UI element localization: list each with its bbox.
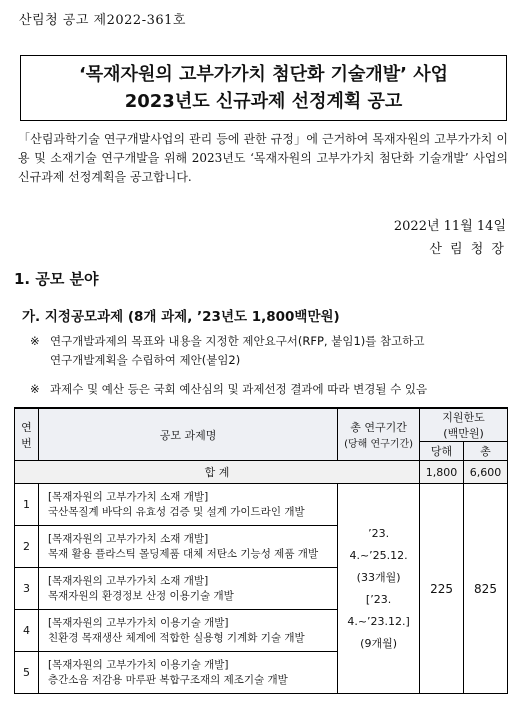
row-no: 2 <box>15 526 39 568</box>
header-period <box>338 408 420 461</box>
section-heading: 1. 공모 분야 <box>14 270 99 288</box>
sum-row <box>15 461 508 484</box>
row-no: 1 <box>15 484 39 526</box>
announcement-date: 2022년 11월 14일 <box>393 219 506 234</box>
note-rfp-line-1: 연구개발과제의 목표와 내용을 지정한 제안요구서(RFP, 붙임1)를 참고하고 <box>50 334 425 348</box>
note-mark: ※ <box>30 382 40 396</box>
header-budget-main: 지원한도 <box>442 411 485 424</box>
header-total: 총 <box>464 442 508 461</box>
title-box <box>20 55 507 121</box>
total-months: (33개월) <box>356 570 401 584</box>
note-budget-change-text: 과제수 및 예산 등은 국회 예산심의 및 과제선정 결과에 따라 변경될 수 있음 <box>50 382 428 396</box>
task-table <box>14 407 508 694</box>
note-budget-change <box>30 380 510 399</box>
subsection-heading: 가. 지정공모과제 (8개 과제, ’23년도 1,800백만원) <box>22 309 340 325</box>
issuing-organization: 산 림 청 장 <box>429 242 506 257</box>
title-line-2: 2023년도 신규과제 선정계획 공고 <box>124 91 403 112</box>
row-name: 층간소음 저감용 마루판 복합구조재의 제조기술 개발 <box>47 673 288 686</box>
row-task <box>38 568 337 610</box>
header-period-main: 총 연구기간 <box>350 421 407 434</box>
sum-total: 6,600 <box>464 461 508 484</box>
current-months: (9개월) <box>360 636 397 650</box>
row-task <box>38 652 337 694</box>
row-category: [목재자원의 고부가가치 이용기술 개발] <box>47 658 229 671</box>
row-name: 목재 활용 플라스틱 몰딩제품 대체 저탄소 기능성 제품 개발 <box>47 547 319 560</box>
note-rfp <box>30 332 510 370</box>
period-cell <box>338 484 420 694</box>
row-no: 3 <box>15 568 39 610</box>
row-task <box>38 484 337 526</box>
budget-current-cell: 225 <box>420 484 464 694</box>
sum-label: 합 계 <box>15 461 420 484</box>
row-no: 5 <box>15 652 39 694</box>
row-name: 친환경 목재생산 체계에 적합한 실용형 기계화 기술 개발 <box>47 631 305 644</box>
row-task <box>38 526 337 568</box>
table-row <box>15 484 508 526</box>
note-rfp-line-2: 연구개발계획을 수립하여 제안(붙임2) <box>50 353 241 367</box>
current-period: [’23. 4.~’23.12.] <box>347 592 410 628</box>
note-mark: ※ <box>30 334 40 348</box>
total-period: ’23. 4.~’25.12. <box>349 526 408 562</box>
header-period-sub: (당해 연구기간) <box>344 439 414 450</box>
header-no-2: 번 <box>21 436 32 450</box>
budget-total-cell: 825 <box>464 484 508 694</box>
header-no <box>15 408 39 461</box>
row-name: 목재자원의 환경정보 산정 이용기술 개발 <box>47 589 234 602</box>
header-budget <box>420 408 508 442</box>
header-no-1: 연 <box>21 420 32 434</box>
row-name: 국산목질계 바닥의 유효성 검증 및 설계 가이드라인 개발 <box>47 505 305 518</box>
row-category: [목재자원의 고부가가치 소재 개발] <box>47 490 209 503</box>
row-category: [목재자원의 고부가가치 이용기술 개발] <box>47 616 229 629</box>
header-current: 당해 <box>420 442 464 461</box>
row-category: [목재자원의 고부가가치 소재 개발] <box>47 532 209 545</box>
header-task: 공모 과제명 <box>38 408 337 461</box>
row-task <box>38 610 337 652</box>
header-budget-sub: (백만원) <box>443 427 484 440</box>
intro-paragraph: 「산림과학기술 연구개발사업의 관리 등에 관한 규정」에 근거하여 목재자원의 고부가가치 이용 및 소재기술 연구개발을 위해 2023년도 ‘목재자원의 고부가가치 첨단화 기술개발’ 사업의 신규과제 선정계획을 공고합니다. <box>18 132 508 184</box>
sum-current: 1,800 <box>420 461 464 484</box>
title-line-1: ‘목재자원의 고부가가치 첨단화 기술개발’ 사업 <box>78 64 449 85</box>
notice-number: 산림청 공고 제2022-361호 <box>19 13 186 28</box>
row-no: 4 <box>15 610 39 652</box>
row-category: [목재자원의 고부가가치 소재 개발] <box>47 574 209 587</box>
